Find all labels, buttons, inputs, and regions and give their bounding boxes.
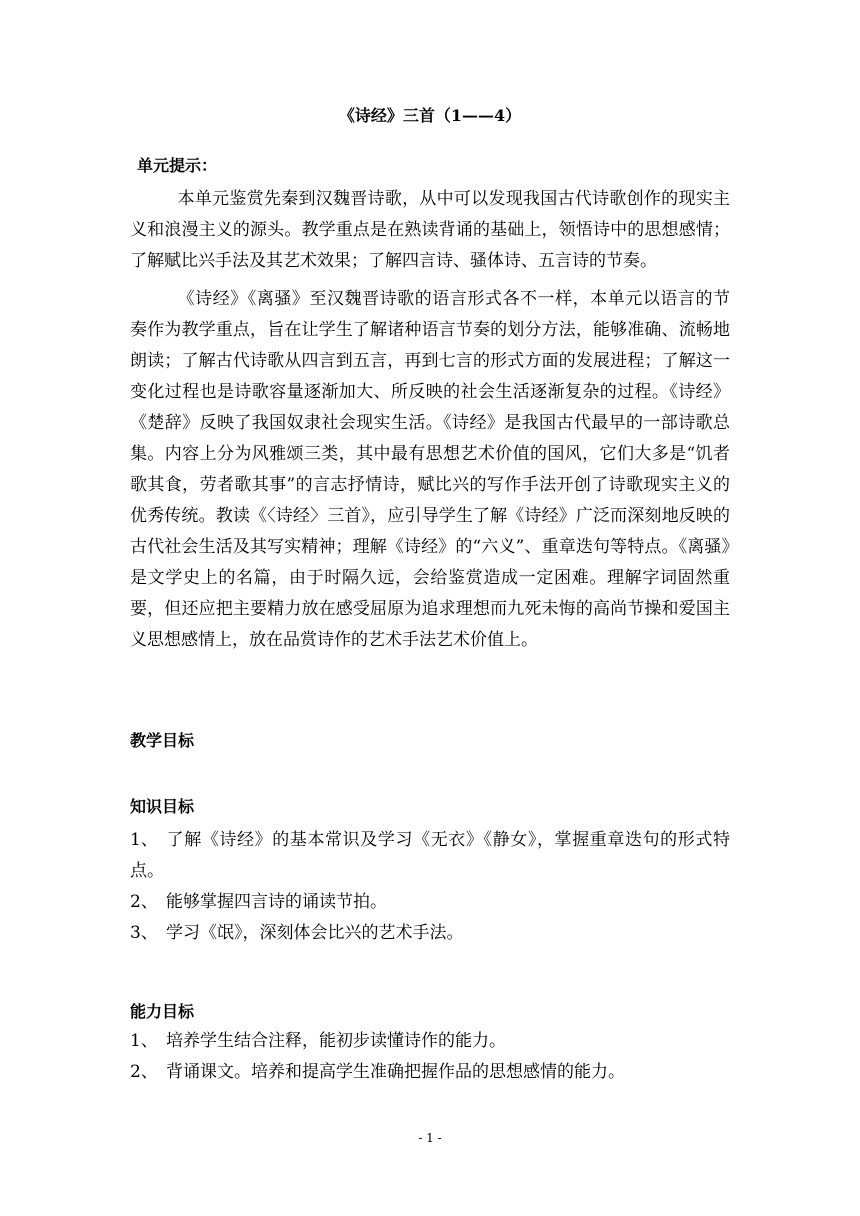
paragraph-1: 本单元鉴赏先秦到汉魏晋诗歌，从中可以发现我国古代诗歌创作的现实主义和浪漫主义的源头。教学重点是在熟读背诵的基础上，领悟诗中的思想感情；了解赋比兴手法及其艺术效果；了解四言诗、骚体诗、五言诗的节奏。 (130, 189, 730, 271)
list-item (130, 887, 730, 918)
list-item (130, 1057, 730, 1088)
ability-goals-list (130, 1026, 730, 1088)
list-item-number: 2、 (130, 892, 158, 912)
knowledge-goals-heading: 知识目标 (130, 797, 195, 816)
list-item-number: 3、 (130, 923, 158, 943)
list-item-number: 2、 (130, 1062, 158, 1082)
list-item (130, 825, 730, 887)
ability-goals-heading: 能力目标 (130, 1002, 195, 1021)
list-item-text: 学习《氓》，深刻体会比兴的艺术手法。 (166, 923, 464, 943)
list-item-text: 培养学生结合注释，能初步读懂诗作的能力。 (166, 1031, 506, 1051)
list-item (130, 918, 730, 949)
unit-hint-heading: 单元提示： (137, 156, 218, 175)
list-item-text: 背诵课文。培养和提高学生准确把握作品的思想感情的能力。 (166, 1062, 625, 1082)
list-item (130, 1026, 730, 1057)
teaching-goals-heading: 教学目标 (130, 731, 195, 750)
list-item-number: 1、 (130, 830, 158, 850)
knowledge-goals-list (130, 825, 730, 949)
paragraph-2: 《诗经》《离骚》至汉魏晋诗歌的语言形式各不一样，本单元以语言的节奏作为教学重点，旨在让学生了解诸种语言节奏的划分方法，能够准确、流畅地朗读；了解古代诗歌从四言到五言，再到七言的形式方面的发展进程；了解这一变化过程也是诗歌容量逐渐加大、所反映的社会生活逐渐复杂的过程。《诗经》《楚辞》反映了我国奴隶社会现实生活。《诗经》是我国古代最早的一部诗歌总集。内容上分为风雅颂三类，其中最有思想艺术价值的国风，它们大多是“饥者歌其食，劳者歌其事”的言志抒情诗，赋比兴的写作手法开创了诗歌现实主义的优秀传统。教读《〈诗经〉三首》，应引导学生了解《诗经》广泛而深刻地反映的古代社会生活及其写实精神；理解《诗经》的“六义”、重章迭句等特点。《离骚》是文学史上的名篇，由于时隔久远，会给鉴赏造成一定困难。理解字词固然重要，但还应把主要精力放在感受屈原为追求理想而九死未悔的高尚节操和爱国主义思想感情上，放在品赏诗作的艺术手法艺术价值上。 (130, 289, 730, 650)
document-title: 《诗经》三首（1——4） (338, 106, 522, 125)
page-number: - 1 - (418, 1131, 442, 1145)
list-item-number: 1、 (130, 1031, 158, 1051)
list-item-text: 能够掌握四言诗的诵读节拍。 (166, 892, 387, 912)
list-item-text: 了解《诗经》的基本常识及学习《无衣》《静女》，掌握重章迭句的形式特点。 (130, 830, 730, 881)
